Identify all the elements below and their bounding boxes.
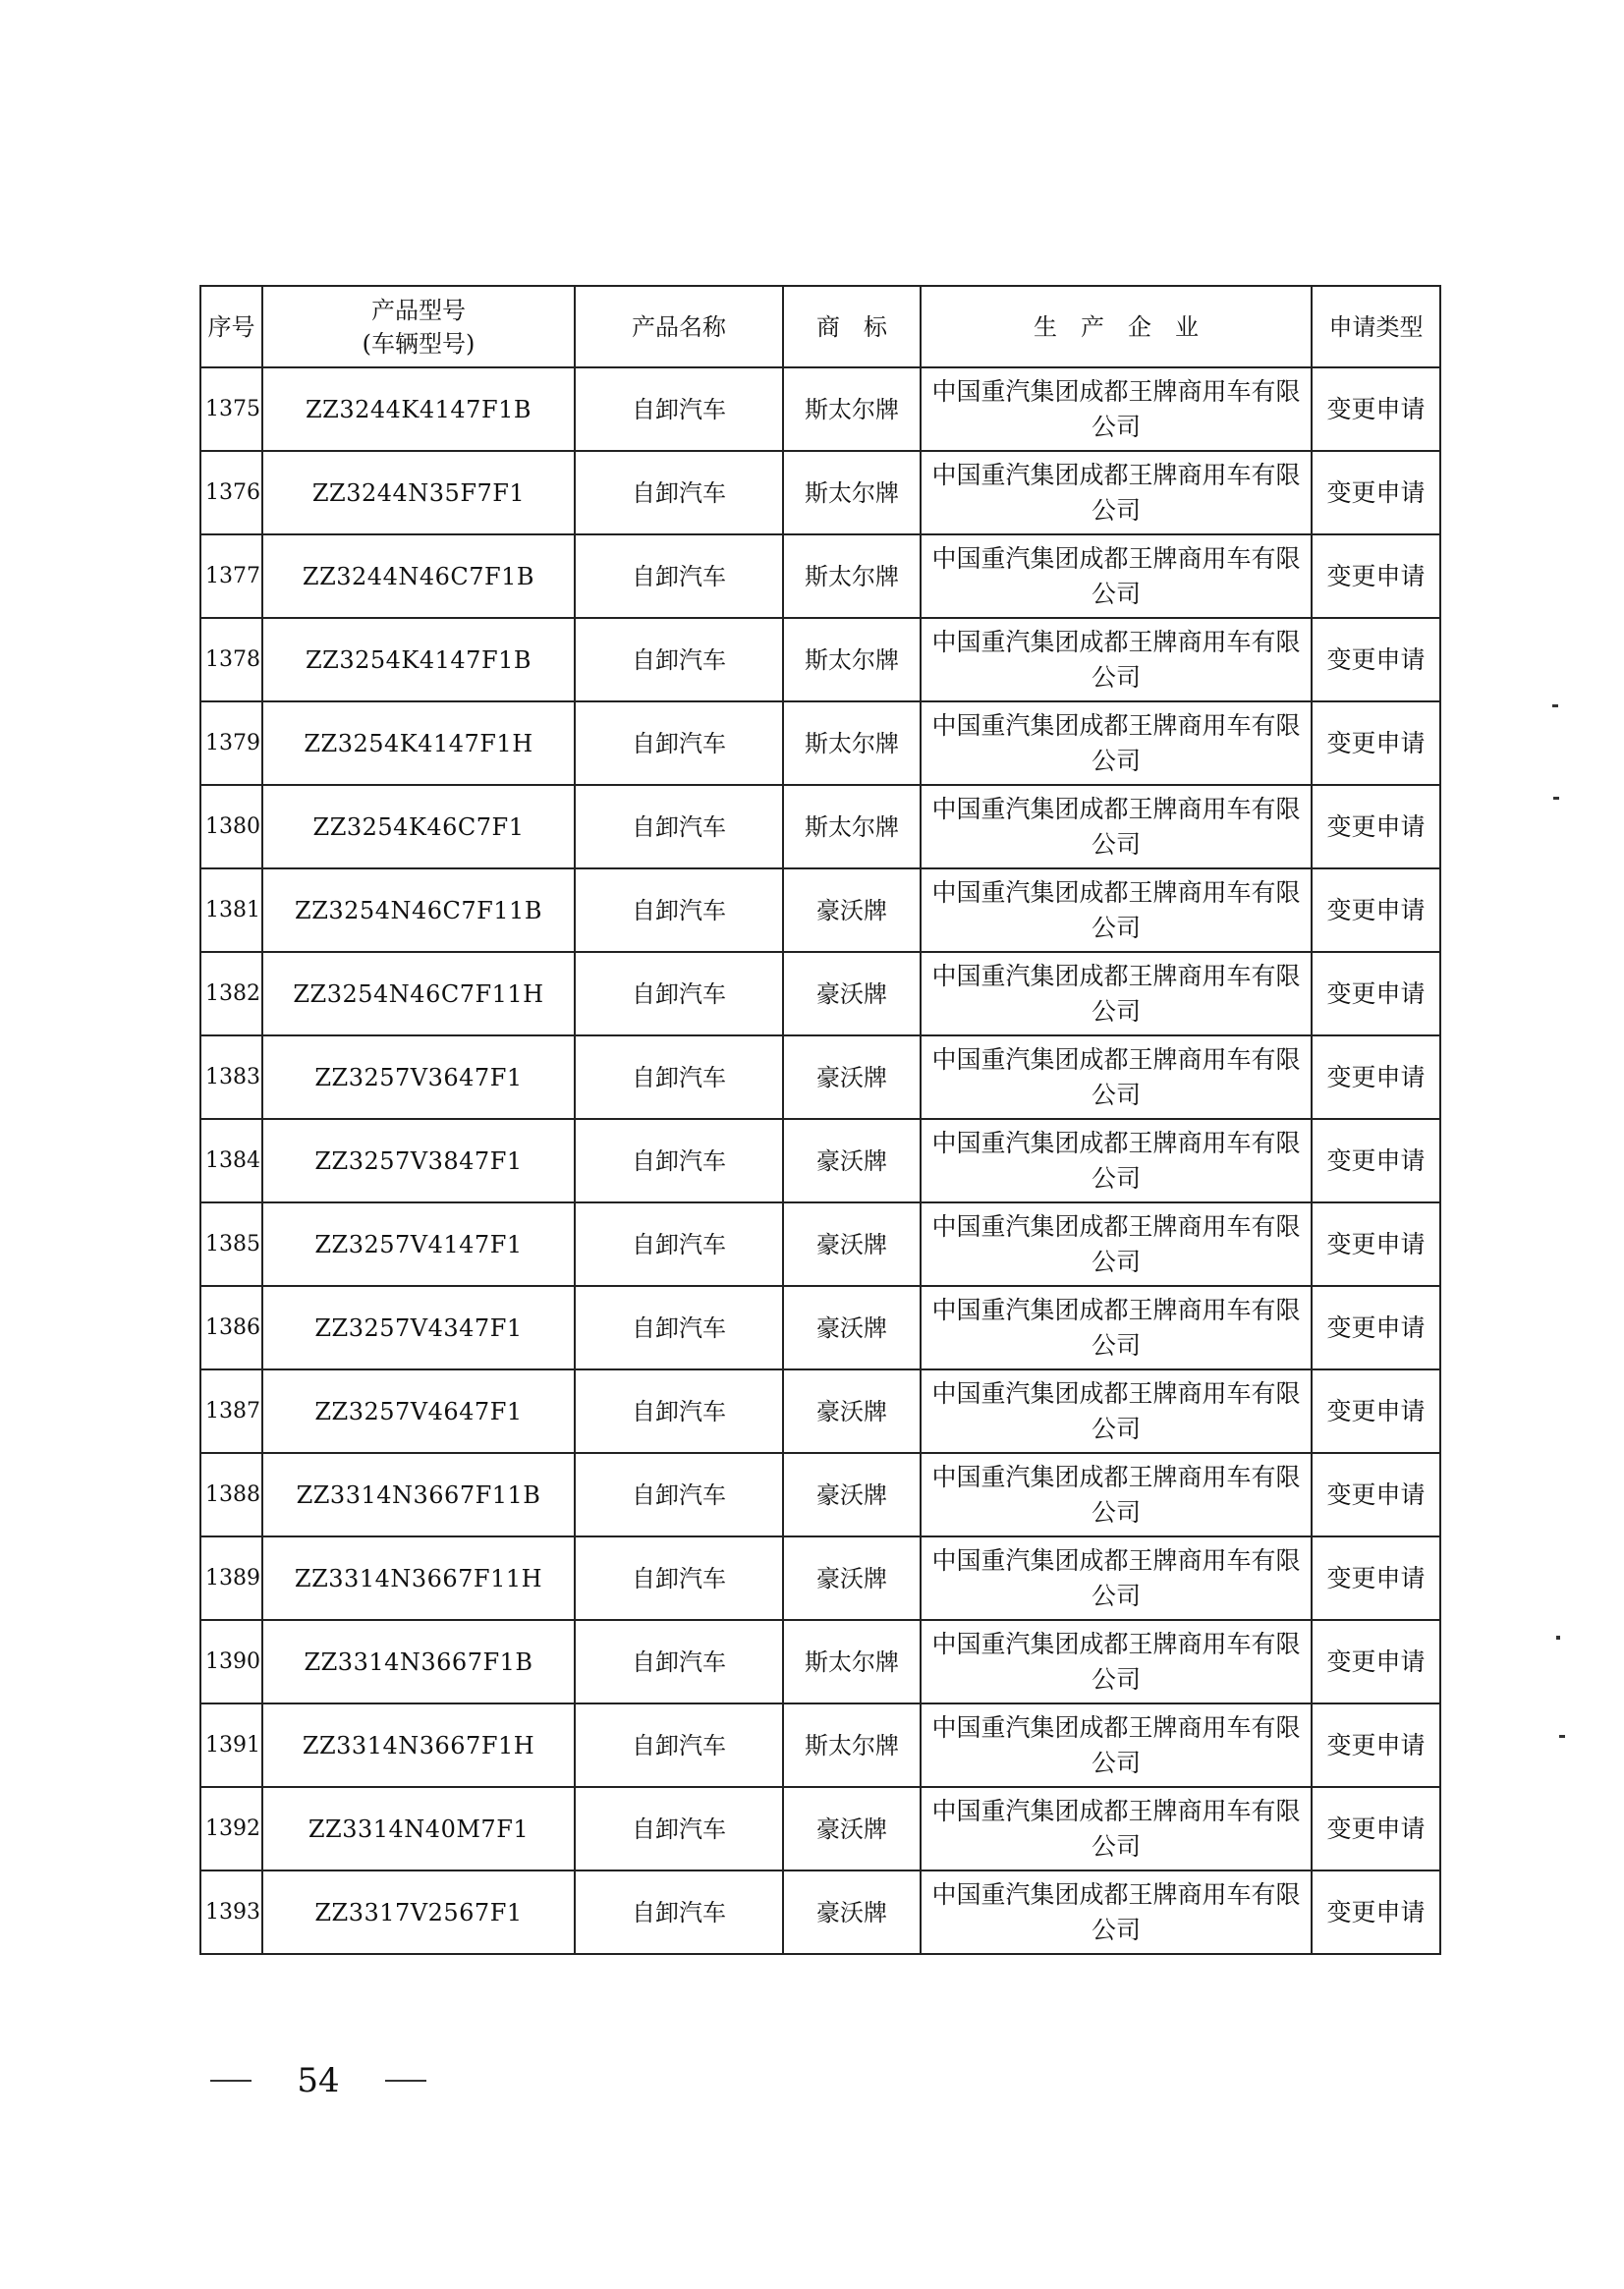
cell-type: 变更申请 [1312,701,1440,785]
table-row [200,1286,1440,1369]
cell-model: ZZ3314N3667F11H [262,1536,575,1620]
cell-seq: 1377 [200,534,262,618]
cell-name: 自卸汽车 [575,701,783,785]
cell-seq: 1389 [200,1536,262,1620]
cell-model: ZZ3317V2567F1 [262,1870,575,1954]
page-number-left-dash [210,2080,252,2082]
cell-maker: 中国重汽集团成都王牌商用车有限公司 [921,1870,1312,1954]
table-row [200,1787,1440,1870]
cell-model: ZZ3314N3667F1B [262,1620,575,1703]
cell-type: 变更申请 [1312,1536,1440,1620]
cell-maker: 中国重汽集团成都王牌商用车有限公司 [921,1119,1312,1202]
table-row [200,952,1440,1035]
header-model-line2: (车辆型号) [362,329,476,358]
cell-brand: 豪沃牌 [783,1035,921,1119]
table-row [200,1369,1440,1453]
cell-model: ZZ3257V4647F1 [262,1369,575,1453]
table-row [200,1119,1440,1202]
cell-type: 变更申请 [1312,618,1440,701]
table-row [200,1536,1440,1620]
scan-mark [1559,1735,1565,1738]
cell-maker: 中国重汽集团成都王牌商用车有限公司 [921,1369,1312,1453]
cell-brand: 豪沃牌 [783,868,921,952]
cell-name: 自卸汽车 [575,367,783,451]
cell-seq: 1376 [200,451,262,534]
cell-type: 变更申请 [1312,1787,1440,1870]
cell-name: 自卸汽车 [575,534,783,618]
cell-name: 自卸汽车 [575,952,783,1035]
cell-model: ZZ3314N40M7F1 [262,1787,575,1870]
cell-seq: 1382 [200,952,262,1035]
cell-maker: 中国重汽集团成都王牌商用车有限公司 [921,1787,1312,1870]
cell-type: 变更申请 [1312,1703,1440,1787]
cell-maker: 中国重汽集团成都王牌商用车有限公司 [921,701,1312,785]
cell-maker: 中国重汽集团成都王牌商用车有限公司 [921,451,1312,534]
cell-seq: 1393 [200,1870,262,1954]
cell-name: 自卸汽车 [575,1202,783,1286]
cell-seq: 1375 [200,367,262,451]
cell-name: 自卸汽车 [575,1453,783,1536]
cell-type: 变更申请 [1312,367,1440,451]
cell-name: 自卸汽车 [575,1536,783,1620]
header-model [262,286,575,367]
header-seq: 序号 [200,286,262,367]
cell-maker: 中国重汽集团成都王牌商用车有限公司 [921,1453,1312,1536]
cell-name: 自卸汽车 [575,868,783,952]
cell-maker: 中国重汽集团成都王牌商用车有限公司 [921,534,1312,618]
cell-brand: 斯太尔牌 [783,534,921,618]
cell-type: 变更申请 [1312,868,1440,952]
header-name: 产品名称 [575,286,783,367]
cell-maker: 中国重汽集团成都王牌商用车有限公司 [921,367,1312,451]
cell-name: 自卸汽车 [575,1369,783,1453]
cell-type: 变更申请 [1312,1369,1440,1453]
cell-seq: 1390 [200,1620,262,1703]
table-row [200,1870,1440,1954]
cell-type: 变更申请 [1312,1035,1440,1119]
cell-type: 变更申请 [1312,1870,1440,1954]
cell-maker: 中国重汽集团成都王牌商用车有限公司 [921,618,1312,701]
cell-seq: 1387 [200,1369,262,1453]
page-number-right-dash [385,2080,426,2082]
table-row [200,451,1440,534]
cell-maker: 中国重汽集团成都王牌商用车有限公司 [921,785,1312,868]
table-body [200,367,1440,1954]
cell-maker: 中国重汽集团成都王牌商用车有限公司 [921,1202,1312,1286]
cell-type: 变更申请 [1312,534,1440,618]
cell-brand: 斯太尔牌 [783,1620,921,1703]
cell-brand: 豪沃牌 [783,1369,921,1453]
table-row [200,618,1440,701]
cell-model: ZZ3257V3647F1 [262,1035,575,1119]
table-row [200,1453,1440,1536]
table-row [200,534,1440,618]
cell-seq: 1392 [200,1787,262,1870]
cell-maker: 中国重汽集团成都王牌商用车有限公司 [921,1620,1312,1703]
cell-name: 自卸汽车 [575,1119,783,1202]
cell-model: ZZ3257V4147F1 [262,1202,575,1286]
cell-name: 自卸汽车 [575,785,783,868]
scan-mark [1553,797,1559,800]
table-row [200,1035,1440,1119]
page-number [210,2056,426,2105]
table-row [200,1202,1440,1286]
cell-maker: 中国重汽集团成都王牌商用车有限公司 [921,1286,1312,1369]
page-number-text: 54 [297,2061,340,2100]
cell-type: 变更申请 [1312,1286,1440,1369]
cell-brand: 豪沃牌 [783,1286,921,1369]
cell-name: 自卸汽车 [575,1620,783,1703]
cell-name: 自卸汽车 [575,451,783,534]
cell-name: 自卸汽车 [575,1035,783,1119]
header-maker: 生 产 企 业 [921,286,1312,367]
table-row [200,1703,1440,1787]
cell-name: 自卸汽车 [575,1286,783,1369]
cell-brand: 豪沃牌 [783,952,921,1035]
cell-brand: 斯太尔牌 [783,701,921,785]
cell-maker: 中国重汽集团成都王牌商用车有限公司 [921,1703,1312,1787]
cell-model: ZZ3314N3667F11B [262,1453,575,1536]
cell-seq: 1388 [200,1453,262,1536]
cell-maker: 中国重汽集团成都王牌商用车有限公司 [921,868,1312,952]
cell-type: 变更申请 [1312,785,1440,868]
scan-mark [1556,1636,1560,1640]
header-type: 申请类型 [1312,286,1440,367]
cell-seq: 1380 [200,785,262,868]
cell-name: 自卸汽车 [575,1787,783,1870]
cell-model: ZZ3244N46C7F1B [262,534,575,618]
cell-model: ZZ3257V3847F1 [262,1119,575,1202]
cell-model: ZZ3254K4147F1H [262,701,575,785]
cell-type: 变更申请 [1312,1453,1440,1536]
cell-brand: 豪沃牌 [783,1870,921,1954]
table-row [200,785,1440,868]
cell-type: 变更申请 [1312,1620,1440,1703]
cell-brand: 豪沃牌 [783,1787,921,1870]
table-header [200,286,1440,367]
cell-maker: 中国重汽集团成都王牌商用车有限公司 [921,1536,1312,1620]
header-model-line1: 产品型号 [371,296,466,324]
cell-maker: 中国重汽集团成都王牌商用车有限公司 [921,952,1312,1035]
cell-name: 自卸汽车 [575,1703,783,1787]
header-row [200,286,1440,367]
cell-model: ZZ3254N46C7F11H [262,952,575,1035]
cell-model: ZZ3244N35F7F1 [262,451,575,534]
cell-model: ZZ3254K46C7F1 [262,785,575,868]
cell-seq: 1384 [200,1119,262,1202]
cell-model: ZZ3257V4347F1 [262,1286,575,1369]
cell-type: 变更申请 [1312,451,1440,534]
cell-brand: 豪沃牌 [783,1202,921,1286]
cell-type: 变更申请 [1312,1119,1440,1202]
cell-model: ZZ3314N3667F1H [262,1703,575,1787]
cell-model: ZZ3244K4147F1B [262,367,575,451]
table-row [200,1620,1440,1703]
cell-seq: 1378 [200,618,262,701]
cell-model: ZZ3254K4147F1B [262,618,575,701]
cell-brand: 斯太尔牌 [783,1703,921,1787]
cell-seq: 1379 [200,701,262,785]
scan-mark [1552,704,1558,707]
product-table [199,285,1441,1955]
cell-seq: 1385 [200,1202,262,1286]
cell-brand: 豪沃牌 [783,1119,921,1202]
header-brand: 商 标 [783,286,921,367]
cell-brand: 斯太尔牌 [783,785,921,868]
cell-brand: 斯太尔牌 [783,451,921,534]
table-row [200,367,1440,451]
cell-type: 变更申请 [1312,1202,1440,1286]
cell-seq: 1386 [200,1286,262,1369]
cell-seq: 1391 [200,1703,262,1787]
cell-model: ZZ3254N46C7F11B [262,868,575,952]
table-row [200,868,1440,952]
cell-maker: 中国重汽集团成都王牌商用车有限公司 [921,1035,1312,1119]
cell-name: 自卸汽车 [575,1870,783,1954]
cell-brand: 豪沃牌 [783,1536,921,1620]
cell-seq: 1381 [200,868,262,952]
cell-brand: 斯太尔牌 [783,367,921,451]
cell-name: 自卸汽车 [575,618,783,701]
table-row [200,701,1440,785]
cell-brand: 豪沃牌 [783,1453,921,1536]
cell-seq: 1383 [200,1035,262,1119]
cell-type: 变更申请 [1312,952,1440,1035]
cell-brand: 斯太尔牌 [783,618,921,701]
